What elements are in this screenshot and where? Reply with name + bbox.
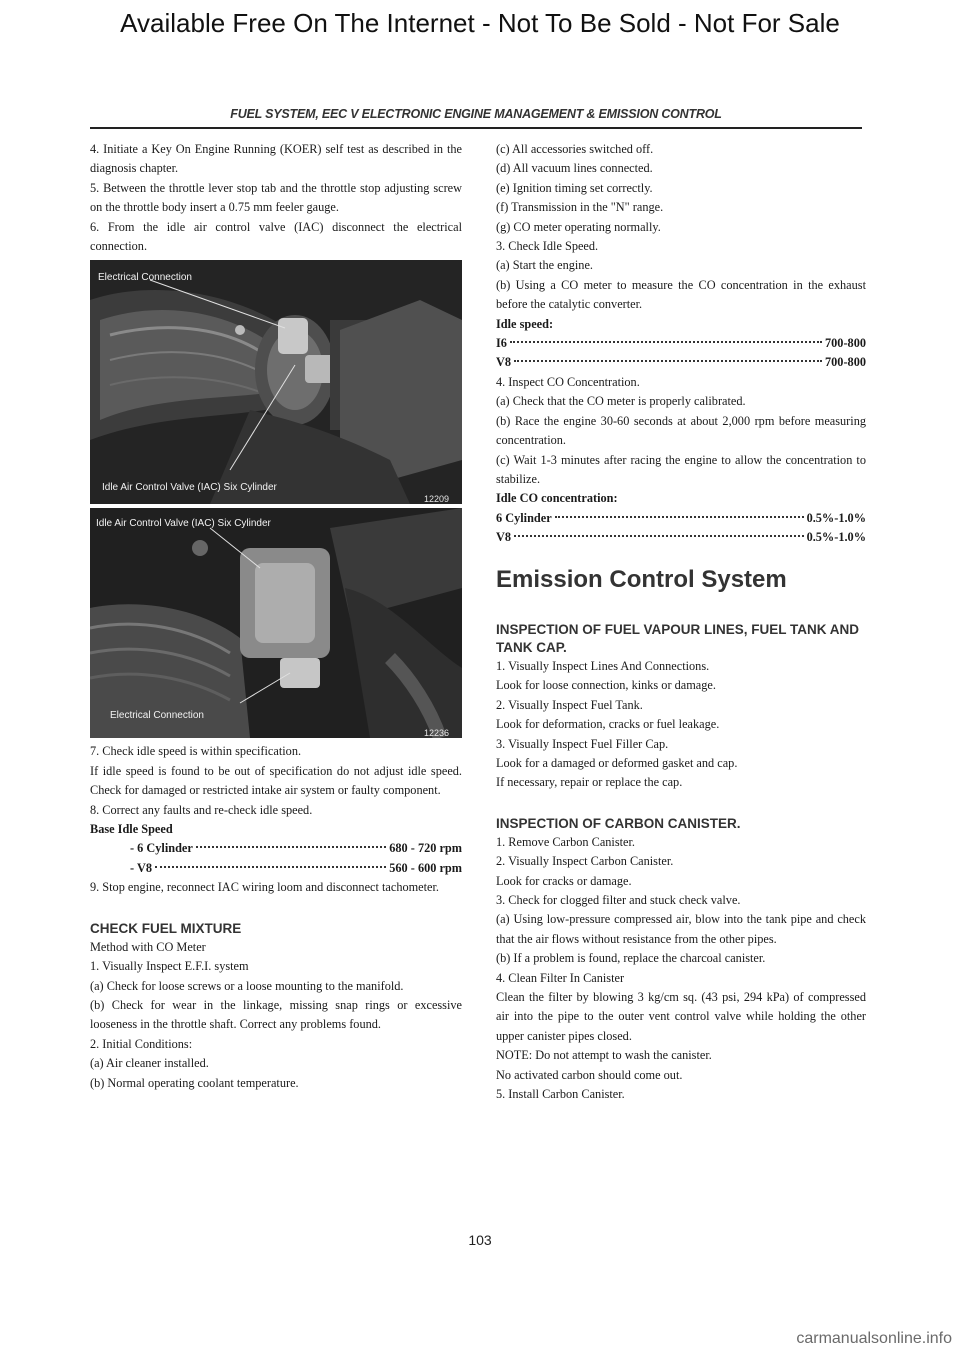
- spec-value: 700-800: [825, 336, 866, 351]
- photo-label: Idle Air Control Valve (IAC) Six Cylinder: [102, 482, 277, 494]
- paragraph: (b) Race the engine 30-60 seconds at about 2,000 rpm before measuring concentration.: [496, 413, 866, 448]
- paragraph: 2. Visually Inspect Fuel Tank.: [496, 697, 643, 712]
- paragraph: (b) Check for wear in the linkage, missing snap rings or excessive looseness in the throttle shaft. Correct any problems found.: [90, 997, 462, 1032]
- paragraph: 1. Visually Inspect E.F.I. system: [90, 959, 249, 974]
- spec-row: [496, 334, 866, 353]
- spec-label: - 6 Cylinder: [130, 841, 193, 856]
- engine-photo-illustration: [90, 260, 462, 504]
- header-rule: [90, 127, 862, 129]
- spec-label: V8: [496, 355, 512, 370]
- spec-row: [90, 859, 462, 878]
- paragraph: (a) Air cleaner installed.: [90, 1056, 209, 1071]
- paragraph: (b) Using a CO meter to measure the CO concentration in the exhaust before the catalytic converter.: [496, 277, 866, 312]
- photo-throttle-body-top: [90, 260, 462, 504]
- photo-code: 12236: [424, 728, 450, 739]
- spec-value: 700-800: [825, 355, 866, 370]
- spec-row: [496, 528, 866, 547]
- paragraph: (a) Start the engine.: [496, 258, 593, 273]
- paragraph: (f) Transmission in the "N" range.: [496, 200, 664, 215]
- leader-dots: [196, 846, 386, 848]
- spec-label: I6: [496, 336, 507, 351]
- section-heading: CHECK FUEL MIXTURE: [90, 920, 242, 936]
- spec-label: 6 Cylinder: [496, 510, 552, 525]
- spec-title: Idle CO concentration:: [496, 491, 618, 506]
- paragraph: 5. Install Carbon Canister.: [496, 1087, 625, 1102]
- leader-dots: [155, 866, 386, 868]
- spec-label: - V8: [130, 860, 152, 875]
- paragraph: (c) Wait 1-3 minutes after racing the engine to allow the concentration to stabilize.: [496, 452, 866, 486]
- running-head: FUEL SYSTEM, EEC V ELECTRONIC ENGINE MANAGEMENT & EMISSION CONTROL: [230, 107, 722, 121]
- paragraph: 4. Clean Filter In Canister: [496, 970, 625, 985]
- paragraph: 2. Initial Conditions:: [90, 1036, 193, 1051]
- photo-label: Idle Air Control Valve (IAC) Six Cylinder: [96, 518, 271, 530]
- paragraph: 4. Initiate a Key On Engine Running (KOER) self test as described in the diagnosis chapter.: [90, 142, 462, 176]
- photo-code: 12209: [424, 494, 450, 505]
- paragraph: (a) Check for loose screws or a loose mounting to the manifold.: [90, 978, 404, 993]
- leader-dots: [514, 360, 822, 362]
- paragraph: (a) Check that the CO meter is properly calibrated.: [496, 394, 746, 409]
- leader-dots: [514, 535, 804, 537]
- right-column: [496, 140, 866, 1104]
- spec-label: V8: [496, 530, 512, 545]
- paragraph: Clean the filter by blowing 3 kg/cm sq. (43 psi, 294 kPa) of compressed air into the pipe to the outer vent control valve while holding the other upper canister pipes closed.: [496, 990, 866, 1043]
- leader-dots: [555, 516, 804, 518]
- paragraph: 2. Visually Inspect Carbon Canister.: [496, 854, 674, 869]
- paragraph: 6. From the idle air control valve (IAC) disconnect the electrical connection.: [90, 219, 462, 254]
- spec-value: 560 - 600 rpm: [389, 860, 462, 875]
- spec-value: 0.5%-1.0%: [806, 530, 866, 545]
- paragraph: (a) Using low-pressure compressed air, blow into the tank pipe and check that the air flows without resistance from the other pipes.: [496, 912, 866, 946]
- paragraph: 1. Remove Carbon Canister.: [496, 834, 636, 849]
- section-heading: INSPECTION OF CARBON CANISTER.: [496, 815, 741, 831]
- paragraph: 3. Visually Inspect Fuel Filler Cap.: [496, 736, 669, 751]
- footer-watermark: carmanualsonline.info: [796, 1330, 952, 1347]
- photo-label: Electrical Connection: [110, 710, 204, 722]
- paragraph: If idle speed is found to be out of specification do not adjust idle speed. Check for damaged or restricted intake air system or faulty component.: [90, 763, 462, 798]
- paragraph: 1. Visually Inspect Lines And Connections.: [496, 658, 710, 673]
- paragraph: (d) All vacuum lines connected.: [496, 161, 653, 176]
- paragraph: Method with CO Meter: [90, 939, 206, 954]
- page-number: 103: [468, 1232, 492, 1248]
- paragraph: (g) CO meter operating normally.: [496, 219, 661, 234]
- paragraph: (b) Normal operating coolant temperature.: [90, 1075, 299, 1090]
- spec-row: [496, 353, 866, 372]
- paragraph: Look for a damaged or deformed gasket and cap.: [496, 755, 738, 770]
- spec-row: [496, 509, 866, 528]
- engine-photo-illustration: [90, 508, 462, 738]
- paragraph: Look for loose connection, kinks or damage.: [496, 678, 716, 693]
- paragraph: 5. Between the throttle lever stop tab and the throttle stop adjusting screw on the throttle body insert a 0.75 mm feeler gauge.: [90, 180, 462, 215]
- paragraph: No activated carbon should come out.: [496, 1067, 683, 1082]
- paragraph: Look for cracks or damage.: [496, 873, 632, 888]
- leader-dots: [510, 341, 822, 343]
- paragraph: NOTE: Do not attempt to wash the canister.: [496, 1048, 712, 1063]
- paragraph: 8. Correct any faults and re-check idle speed.: [90, 802, 313, 817]
- paragraph: (e) Ignition timing set correctly.: [496, 180, 653, 195]
- paragraph: 7. Check idle speed is within specification.: [90, 744, 302, 759]
- section-heading: INSPECTION OF FUEL VAPOUR LINES, FUEL TANK AND TANK CAP.: [496, 621, 860, 655]
- spec-value: 0.5%-1.0%: [806, 510, 866, 525]
- paragraph: Look for deformation, cracks or fuel leakage.: [496, 717, 720, 732]
- section-title: Emission Control System: [496, 565, 787, 593]
- photo-throttle-body-bottom: [90, 508, 462, 738]
- paragraph: (c) All accessories switched off.: [496, 142, 654, 156]
- spec-row: [90, 839, 462, 858]
- paragraph: 3. Check Idle Speed.: [496, 239, 599, 254]
- paragraph: 4. Inspect CO Concentration.: [496, 374, 640, 389]
- spec-title: Base Idle Speed: [90, 822, 173, 837]
- spec-title: Idle speed:: [496, 316, 554, 331]
- paragraph: (b) If a problem is found, replace the charcoal canister.: [496, 951, 766, 966]
- paragraph: 9. Stop engine, reconnect IAC wiring loom and disconnect tachometer.: [90, 880, 440, 895]
- watermark-banner: Available Free On The Internet - Not To Be Sold - Not For Sale: [120, 8, 840, 38]
- spec-value: 680 - 720 rpm: [389, 841, 462, 856]
- left-column: [90, 140, 462, 1093]
- photo-label: Electrical Connection: [98, 272, 192, 284]
- paragraph: If necessary, repair or replace the cap.: [496, 775, 683, 790]
- paragraph: 3. Check for clogged filter and stuck check valve.: [496, 893, 741, 907]
